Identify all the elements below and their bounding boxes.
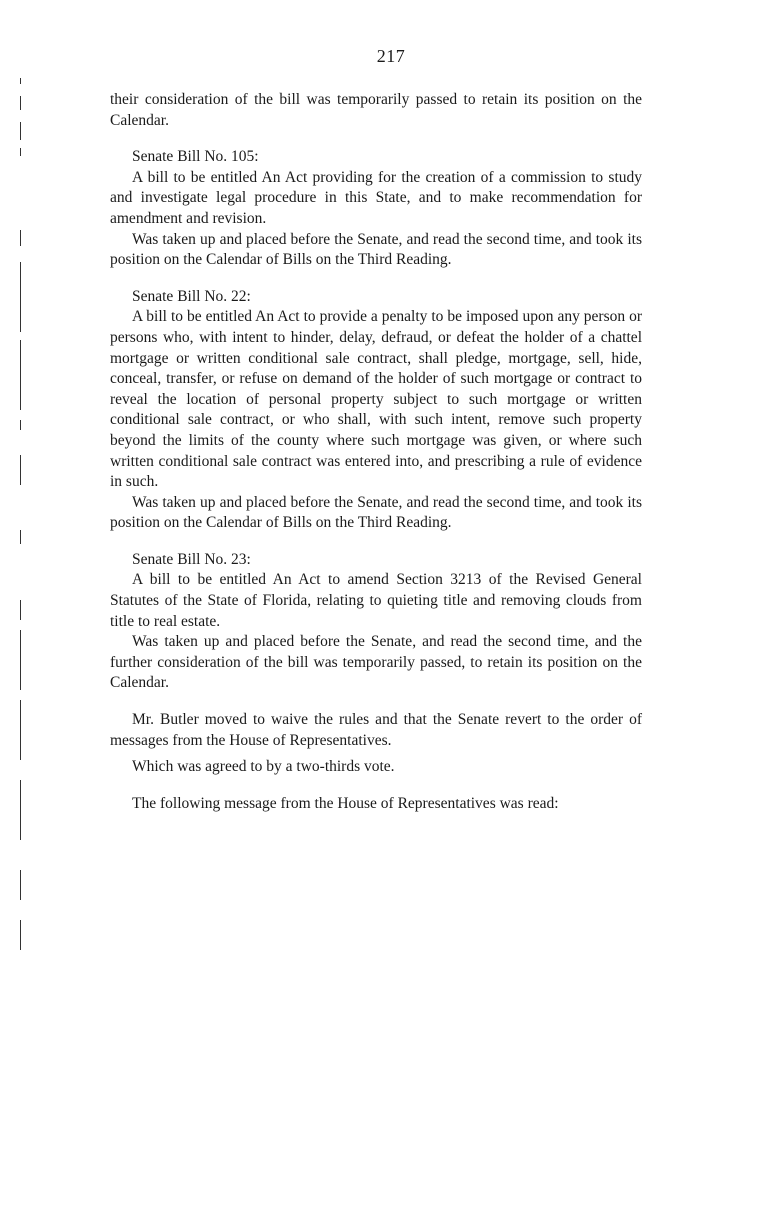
house-message-intro: The following message from the House of Representatives was read:	[132, 794, 559, 812]
senate-bill-23-action: Was taken up and placed before the Senate, and read the second time, and the further consideration of the bill was temporarily passed, to retain its position on the Calendar.	[110, 633, 642, 692]
senate-bill-23-title: A bill to be entitled An Act to amend Section 3213 of the Revised General Statutes of the State of Florida, relating to quieting title and removing clouds from title to real estate.	[110, 571, 642, 630]
vote-result: Which was agreed to by a two-thirds vote.	[132, 758, 395, 776]
senate-bill-105-heading: Senate Bill No. 105:	[132, 148, 259, 166]
senate-bill-22-heading: Senate Bill No. 22:	[132, 287, 251, 305]
senate-bill-105-action: Was taken up and placed before the Senate, and read the second time, and took its position on the Calendar of Bills on the Third Reading.	[110, 230, 642, 269]
page-body	[110, 90, 642, 814]
senate-bill-23-heading: Senate Bill No. 23:	[132, 550, 251, 568]
scan-margin-marks	[0, 0, 30, 1228]
paragraph-continuation: their consideration of the bill was temporarily passed to retain its position on the Calendar.	[110, 91, 642, 129]
senate-bill-22-title: A bill to be entitled An Act to provide a penalty to be imposed upon any person or persons who, with intent to hinder, delay, defraud, or defeat the holder of a chattel mortgage or written conditional sale contract, shall pledge, mortgage, sell, hide, conceal, transfer, or refuse on demand of the holder of such mortgage or contract to reveal the location of personal property subject to such mortgage or written conditional sale contract, or who shall, with such intent, remove such property beyond the limits of the county where such mortgage was given, or where such written conditional sale contract was entered into, and prescribing a rule of evidence in such.	[110, 308, 642, 491]
senate-bill-22-action: Was taken up and placed before the Senate, and read the second time, and took its position on the Calendar of Bills on the Third Reading.	[110, 493, 642, 532]
senate-bill-105-title: A bill to be entitled An Act providing for the creation of a commission to study and investigate legal procedure in this State, and to make recommendation for amendment and revision.	[110, 168, 642, 227]
page-number: 217	[376, 46, 406, 66]
butler-motion: Mr. Butler moved to waive the rules and that the Senate revert to the order of messages from the House of Representatives.	[110, 711, 642, 749]
